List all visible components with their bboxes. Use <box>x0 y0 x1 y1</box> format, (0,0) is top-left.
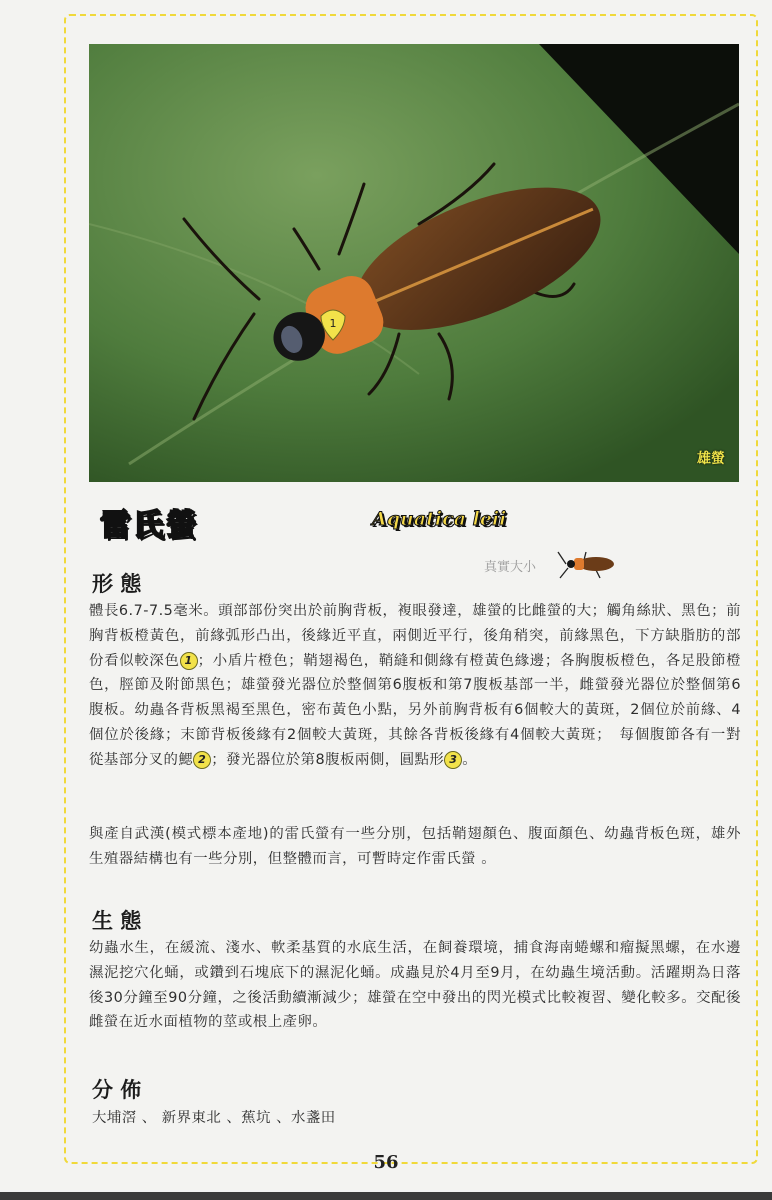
marker-2-icon: 2 <box>193 751 211 769</box>
ecology-heading: 生 態 <box>92 908 142 933</box>
ecology-paragraph: 幼蟲水生，在緩流、淺水、軟柔基質的水底生活，在飼養環境，捕食海南蜷螺和瘤擬黑螺，在水邊濕泥挖穴化蛹，或鑽到石塊底下的濕泥化蛹。成蟲見於4月至9月，在幼蟲生境活動。活躍期為日落後30分鐘至90分鐘，之後活動續漸減少；雄螢在空中發出的閃光模式比較複習、變化較多。交配後雌螢在近水面植物的莖或根上產卵。 <box>89 940 741 1031</box>
page-number: 56 <box>373 1152 399 1173</box>
morphology-text-part-4: 。 <box>462 751 478 768</box>
morphology-paragraph <box>89 599 741 773</box>
photo-marker-label: 1 <box>329 317 337 330</box>
photo-caption: 雄螢 <box>697 451 725 467</box>
species-title-latin: Aquatica leii <box>372 508 507 530</box>
actual-size-beetle-icon <box>556 548 618 582</box>
distribution-heading: 分 佈 <box>92 1077 142 1102</box>
morphology-heading: 形 態 <box>92 571 142 596</box>
page-edge <box>0 1192 772 1200</box>
species-title-chinese: 雷氏螢 <box>100 508 199 543</box>
morphology-text-part-3: ；發光器位於第8腹板兩側，圓點形 <box>211 751 445 768</box>
marker-3-icon: 3 <box>444 751 462 769</box>
actual-size-label: 真實大小 <box>484 560 537 575</box>
morphology-text-part-1: 體長6.7-7.5毫米。頭部部份突出於前胸背板，複眼發達，雄螢的比雌螢的大；觸角絲狀、黑色；前胸背板橙黃色，前緣弧形凸出，後緣近平直，兩側近平行，後角稍突，前緣黑色，下方缺脂肪的部份看似較深色 <box>89 603 741 669</box>
firefly-photo <box>89 44 739 482</box>
marker-1-icon: 1 <box>180 652 198 670</box>
morphology-comparison-paragraph: 與產自武漢(模式標本產地)的雷氏螢有一些分別，包括鞘翅顏色、腹面顏色、幼蟲背板色斑，雄外生殖器結構也有一些分別，但整體而言，可暫時定作雷氏螢 。 <box>89 826 741 867</box>
morphology-text-part-2: ；小盾片橙色；鞘翅褐色，鞘縫和側緣有橙黃色緣邊；各胸腹板橙色，各足股節橙色，脛節及附節黑色；雄螢發光器位於整個第6腹板和第7腹板基部一半，雌螢發光器位於整個第6腹板。幼蟲各背板黑褐至黑色，密布黃色小點，另外前胸背板有6個較大的黃斑，2個位於前緣、4個位於後緣；末節背板後緣有2個較大黃斑，其餘各背板後緣有4個較大黃斑； 每個腹節各有一對從基部分叉的鰓 <box>89 652 741 768</box>
distribution-list: 大埔滘 、 新界東北 、蕉坑 、水盞田 <box>92 1110 336 1126</box>
